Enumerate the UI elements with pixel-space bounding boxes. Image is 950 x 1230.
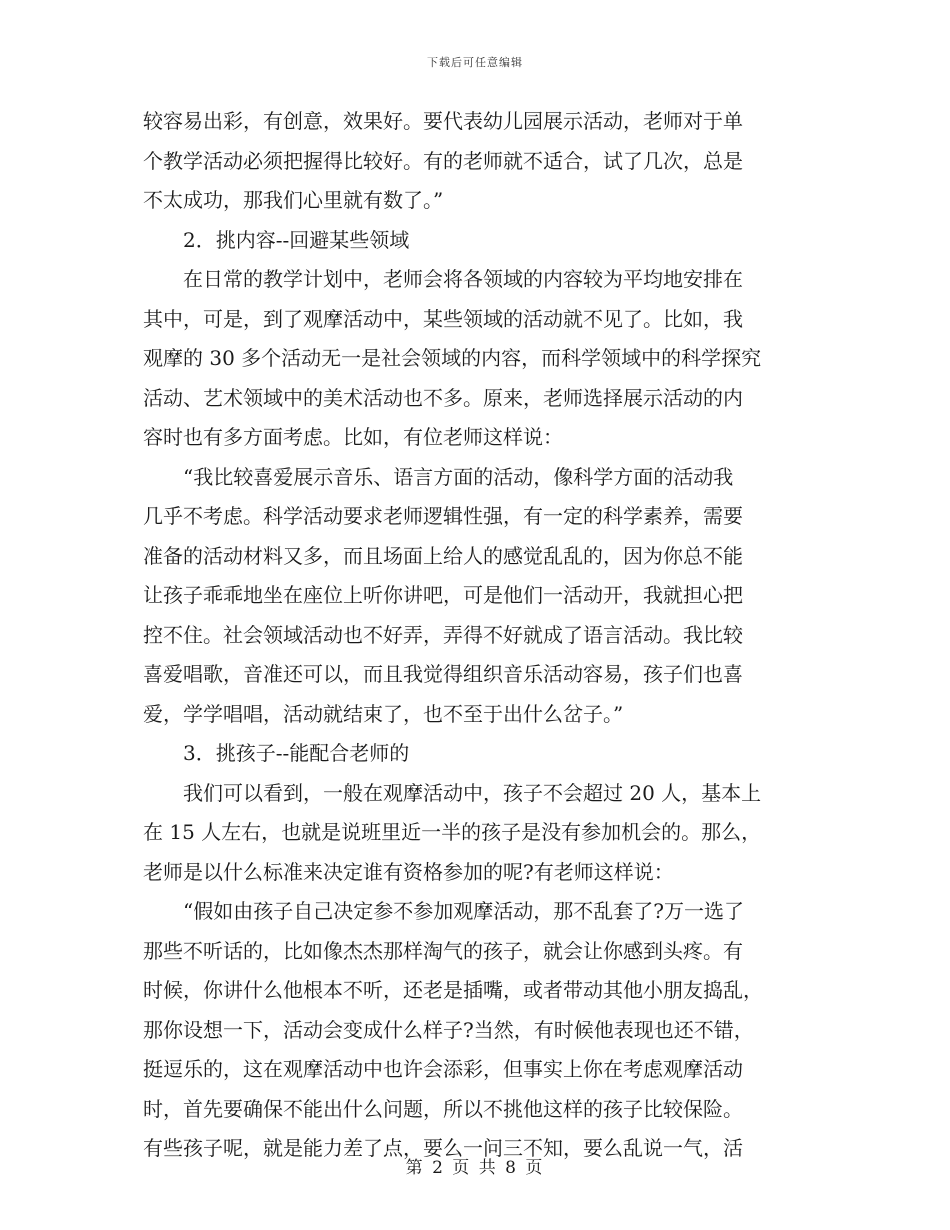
document-body [143, 102, 807, 1169]
text-line: 时，首先要确保不能出什么问题，所以不挑他这样的孩子比较保险。 [143, 1096, 743, 1121]
text-line: 挺逗乐的，这在观摩活动中也许会添彩，但事实上你在考虑观摩活动 [143, 1057, 743, 1081]
text-line: 爱，学学唱唱，活动就结束了，也不至于出什么岔子。” [143, 701, 624, 726]
text-line: 在日常的教学计划中，老师会将各领域的内容较为平均地安排在 [183, 267, 743, 291]
text-line: 有些孩子呢，就是能力差了点，要么一问三不知，要么乱说一气，活 [143, 1136, 743, 1160]
text-line: 那你设想一下，活动会变成什么样子?当然，有时候他表现也还不错， [143, 1017, 754, 1042]
text-line: 几乎不考虑。科学活动要求老师逻辑性强，有一定的科学素养，需要 [143, 504, 743, 528]
text-line: 3．挑孩子--能配合老师的 [183, 741, 410, 765]
text-line: 让孩子乖乖地坐在座位上听你讲吧，可是他们一活动开，我就担心把 [143, 583, 743, 607]
text-line: 个教学活动必须把握得比较好。有的老师就不适合，试了几次，总是 [143, 148, 743, 173]
text-line: 容时也有多方面考虑。比如，有位老师这样说： [143, 425, 563, 449]
text-line: “假如由孩子自己决定参不参加观摩活动，那不乱套了?万一选了 [183, 899, 744, 923]
text-line: 老师是以什么标准来决定谁有资格参加的呢?有老师这样说： [143, 859, 674, 884]
text-line: “我比较喜爱展示音乐、语言方面的活动，像科学方面的活动我 [183, 464, 734, 489]
text-line: 喜爱唱歌，音准还可以，而且我觉得组织音乐活动容易，孩子们也喜 [143, 662, 743, 686]
text-line: 准备的活动材料又多，而且场面上给人的感觉乱乱的，因为你总不能 [143, 543, 743, 568]
text-line: 其中，可是，到了观摩活动中，某些领域的活动就不见了。比如，我 [143, 306, 743, 331]
text-line: 2．挑内容--回避某些领域 [183, 227, 410, 252]
page-header: 下载后可任意编辑 [427, 56, 523, 69]
text-line: 我们可以看到，一般在观摩活动中，孩子不会超过 20 人，基本上 [183, 780, 762, 805]
text-line: 时候，你讲什么他根本不听，还老是插嘴，或者带动其他小朋友捣乱， [143, 978, 763, 1002]
text-line: 观摩的 30 多个活动无一是社会领域的内容，而科学领域中的科学探究 [143, 346, 762, 370]
text-line: 在 15 人左右，也就是说班里近一半的孩子是没有参加机会的。那么， [143, 820, 762, 844]
text-line: 那些不听话的，比如像杰杰那样淘气的孩子，就会让你感到头疼。有 [143, 938, 743, 963]
text-line: 控不住。社会领域活动也不好弄，弄得不好就成了语言活动。我比较 [143, 622, 743, 647]
text-line: 活动、艺术领域中的美术活动也不多。原来，老师选择展示活动的内 [143, 385, 743, 410]
text-line: 较容易出彩，有创意，效果好。要代表幼儿园展示活动，老师对于单 [143, 109, 743, 133]
text-line: 不太成功，那我们心里就有数了。” [143, 188, 444, 212]
page-number: 第 2 页 共 8 页 [405, 1158, 545, 1178]
